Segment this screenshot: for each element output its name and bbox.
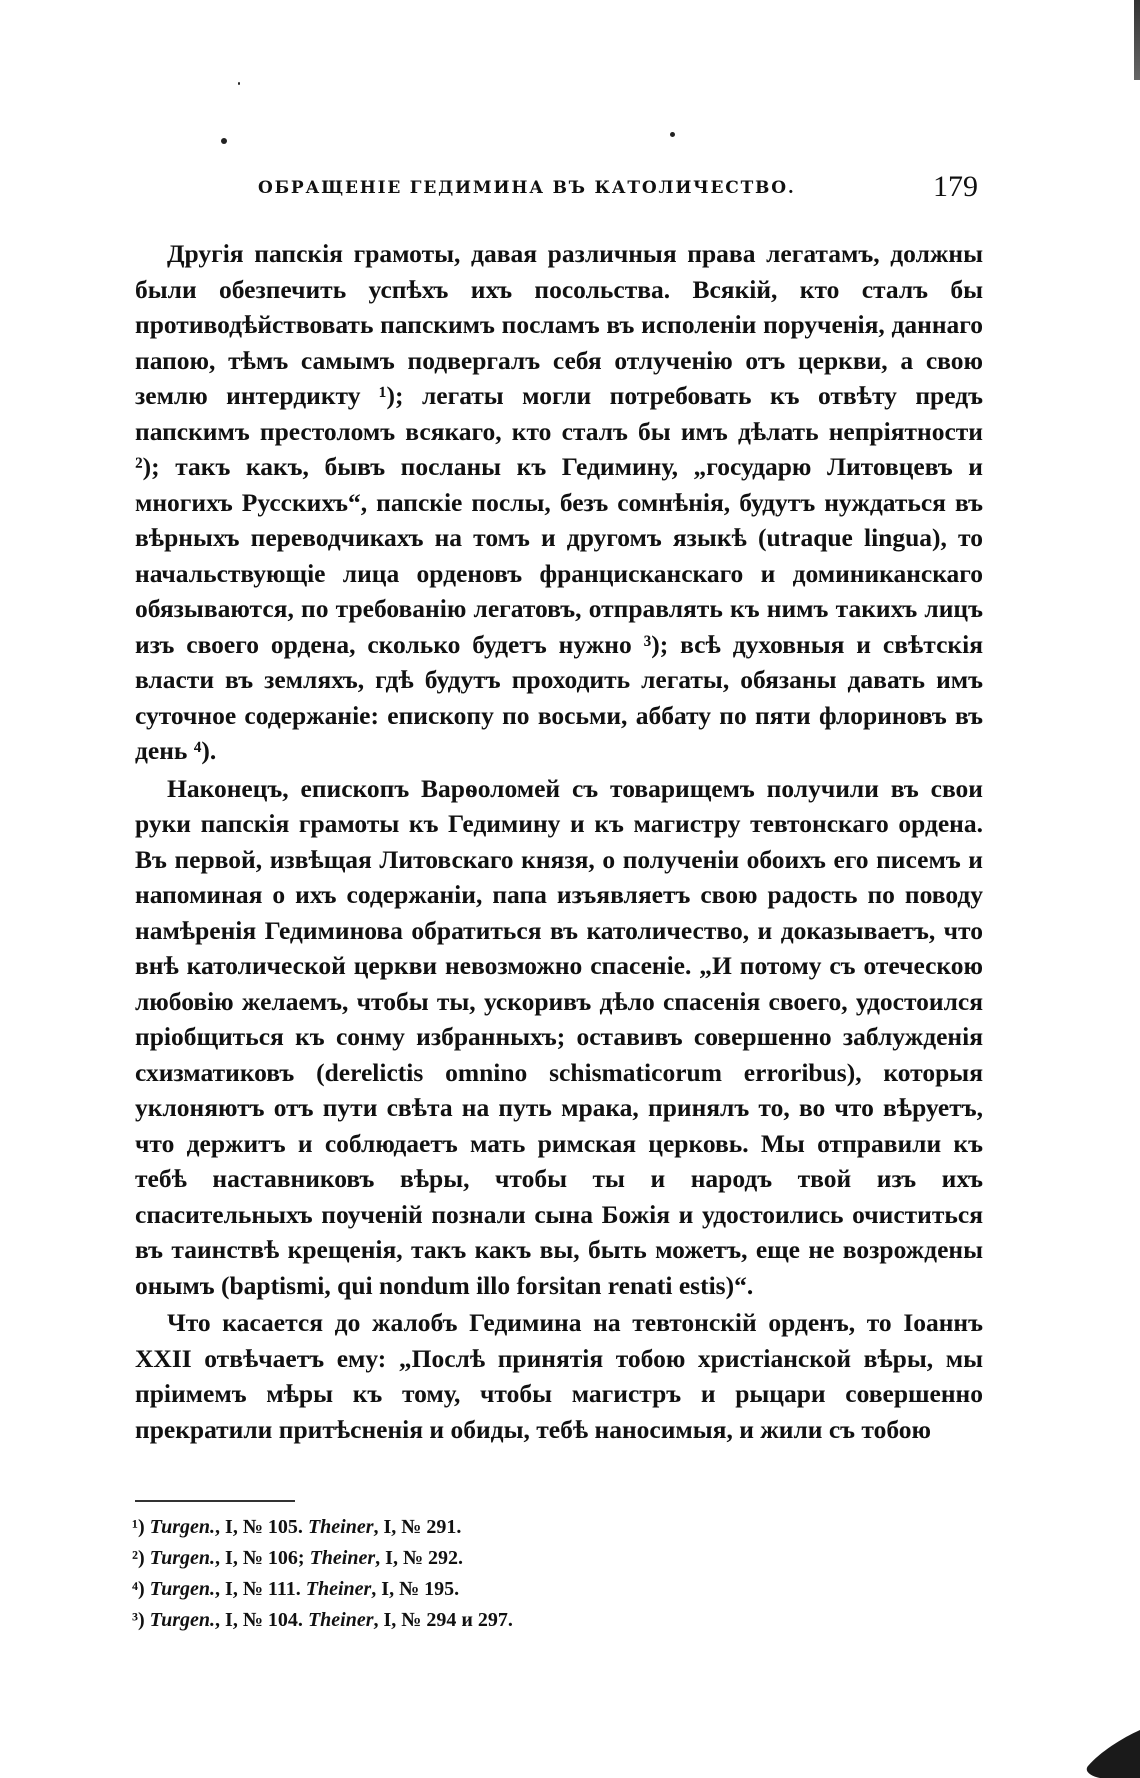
- footnote-source: Theiner: [309, 1547, 376, 1569]
- footnote-ref: , I, № 294 и 297.: [373, 1609, 513, 1631]
- body-text: [135, 236, 983, 1447]
- footnote: [132, 1574, 832, 1605]
- paragraph: Наконецъ, епископъ Варѳоломей съ товарищемъ получили въ свои руки папскія грамоты къ Гедимину и къ магистру тевтонскаго ордена. Въ первой, извѣщая Литовскаго князя, о полученіи обоихъ его писемъ и напоминая о ихъ содержаніи, папа изъявляетъ свою радость по поводу намѣренія Гедиминова обратиться въ католичество, и доказываетъ, что внѣ католической церкви невозможно спасеніе. „И потому съ отеческою любовію желаемъ, чтобы ты, ускоривъ дѣло спасенія своего, удостоился пріобщиться къ сонму избранныхъ; оставивъ совершенно заблужденія схизматиковъ (derelictis omnino schismaticorum erroribus), которыя уклоняютъ отъ пути свѣта на путь мрака, принялъ то, во что вѣруетъ, что держитъ и соблюдаетъ мать римская церковь. Мы отправили къ тебѣ наставниковъ вѣры, чтобы ты и народъ твой изъ ихъ спасительныхъ поученій познали сына Божія и удостоились очиститься въ таинствѣ крещенія, такъ какъ вы, быть можетъ, еще не возрождены онымъ (baptismi, qui nondum illo forsitan renati estis)“.: [135, 773, 983, 1300]
- footnote: [132, 1543, 832, 1574]
- footnote-ref: , I, № 291.: [373, 1516, 462, 1538]
- paragraph: Другія папскія грамоты, давая различныя права легатамъ, должны были обезпечить успѣхъ ихъ посольства. Всякій, кто сталъ бы противодѣйствовать папскимъ посламъ въ исполеніи порученія, даннаго папою, тѣмъ самымъ подвергалъ себя отлученію отъ церкви, а свою землю интердикту ¹); легаты могли потребовать къ отвѣту предъ папскимъ престоломъ всякаго, кто сталъ бы имъ дѣлать непріятности ²); такъ какъ, бывъ посланы къ Гедимину, „государю Литовцевъ и многихъ Русскихъ“, папскіе послы, безъ сомнѣнія, будутъ нуждаться въ вѣрныхъ переводчикахъ на томъ и другомъ языкѣ (utraque lingua), то начальствующіе лица орденовъ францисканскаго и доминиканскаго обязываются, по требованію легатовъ, отправлять къ нимъ такихъ лицъ изъ своего ордена, сколько будетъ нужно ³); всѣ духовныя и свѣтскія власти въ земляхъ, гдѣ будутъ проходить легаты, обязаны давать имъ суточное содержаніе: епископу по восьми, аббату по пяти флориновъ въ день ⁴).: [135, 239, 983, 765]
- paragraph: Что касается до жалобъ Гедимина на тевтонскій орденъ, то Іоаннъ XXII отвѣчаетъ ему: „Послѣ принятія тобою христіанской вѣры, мы пріимемъ мѣры къ тому, чтобы магистръ и рыцари совершенно прекратили притѣсненія и обиды, тебѣ наносимыя, и жили съ тобою: [135, 1308, 983, 1444]
- footnote: [132, 1512, 832, 1543]
- page-edge-mark: [1134, 0, 1140, 80]
- page-number: 179: [933, 170, 978, 203]
- footnote-ref: , I, № 105.: [215, 1516, 308, 1538]
- footnotes: [132, 1512, 832, 1636]
- print-speck: [670, 132, 675, 137]
- running-title: ОБРАЩЕНІЕ ГЕДИМИНА ВЪ КАТОЛИЧЕСТВО.: [258, 178, 796, 198]
- footnote-mark: ³): [132, 1609, 145, 1631]
- footnote-source: Turgen.: [149, 1578, 216, 1600]
- footnote-separator: [135, 1500, 295, 1502]
- footnote-mark: ¹): [132, 1516, 145, 1538]
- footnote-source: Turgen.: [149, 1547, 216, 1569]
- footnote-ref: , I, № 292.: [375, 1547, 464, 1569]
- footnote-ref: , I, № 104.: [215, 1609, 308, 1631]
- footnote-ref: , I, № 195.: [371, 1578, 460, 1600]
- footnote-source: Theiner: [307, 1609, 374, 1631]
- corner-ink-blot: [1070, 1718, 1140, 1778]
- footnote-source: Theiner: [307, 1516, 374, 1538]
- print-speck: [221, 138, 227, 144]
- footnote-ref: , I, № 111.: [215, 1578, 306, 1600]
- footnote-source: Turgen.: [149, 1609, 216, 1631]
- footnote-ref: , I, № 106;: [215, 1547, 310, 1569]
- page-header: [258, 170, 978, 210]
- print-speck: [238, 82, 240, 85]
- footnote-mark: ⁴): [132, 1578, 145, 1600]
- footnote: [132, 1605, 832, 1636]
- footnote-source: Theiner: [305, 1578, 372, 1600]
- footnote-mark: ²): [132, 1547, 145, 1569]
- footnote-source: Turgen.: [149, 1516, 216, 1538]
